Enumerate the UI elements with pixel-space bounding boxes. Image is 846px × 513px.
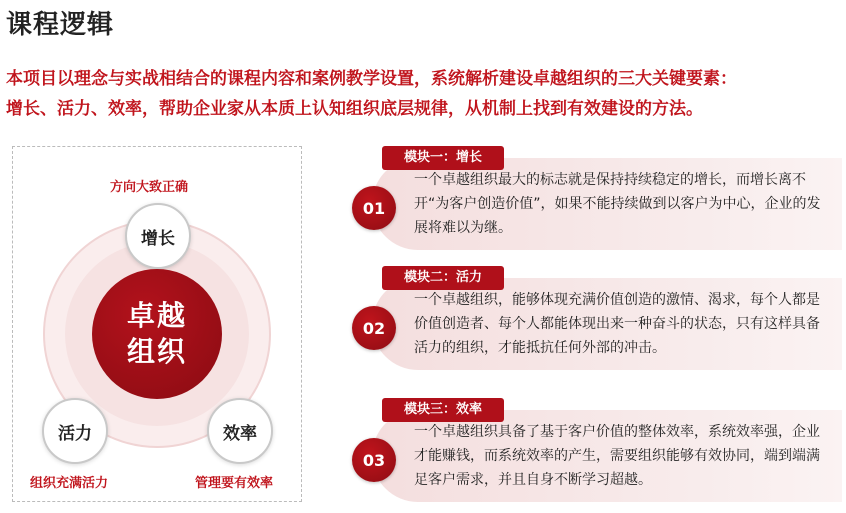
module-vitality — [352, 266, 842, 376]
module-number-badge: 03 — [352, 438, 396, 482]
intro-line-1: 本项目以理念与实战相结合的课程内容和案例教学设置，系统解析建设卓越组织的三大关键要素： — [6, 69, 737, 89]
excellent-organization-diagram — [12, 146, 302, 502]
efficiency-label: 效率 — [223, 423, 257, 444]
page-title: 课程逻辑 — [6, 10, 115, 40]
growth-caption: 方向大致正确 — [110, 180, 189, 195]
module-title: 模块一：增长 — [382, 146, 504, 170]
vitality-caption: 组织充满活力 — [30, 476, 109, 491]
module-number-badge: 01 — [352, 186, 396, 230]
center-line-2: 组织 — [126, 335, 187, 368]
efficiency-caption: 管理要有效率 — [195, 476, 274, 491]
module-title: 模块三：效率 — [382, 398, 504, 422]
vitality-node — [42, 398, 108, 464]
module-description: 一个卓越组织最大的标志就是保持持续稳定的增长，而增长离不开“为客户创造价值”，如果不能持续做到以客户为中心，企业的发展将难以为继。 — [414, 172, 821, 236]
growth-node — [125, 203, 191, 269]
module-efficiency — [352, 398, 842, 508]
intro-paragraph — [6, 64, 842, 124]
center-node — [92, 269, 222, 399]
module-growth — [352, 146, 842, 256]
module-description: 一个卓越组织具备了基于客户价值的整体效率，系统效率强，企业才能赚钱，而系统效率的产生，需要组织能够有效协同，端到端满足客户需求，并且自身不断学习超越。 — [414, 424, 820, 488]
growth-label: 增长 — [141, 228, 175, 249]
vitality-label: 活力 — [58, 423, 92, 444]
module-title: 模块二：活力 — [382, 266, 504, 290]
module-description: 一个卓越组织，能够体现充满价值创造的激情、渴求，每个人都是价值创造者、每个人都能体现出来一种奋斗的状态，只有这样具备活力的组织，才能抵抗任何外部的冲击。 — [414, 292, 820, 356]
module-number-badge: 02 — [352, 306, 396, 350]
center-line-1: 卓越 — [126, 299, 187, 332]
efficiency-node — [207, 398, 273, 464]
intro-line-2: 增长、活力、效率，帮助企业家从本质上认知组织底层规律，从机制上找到有效建设的方法。 — [6, 99, 703, 119]
